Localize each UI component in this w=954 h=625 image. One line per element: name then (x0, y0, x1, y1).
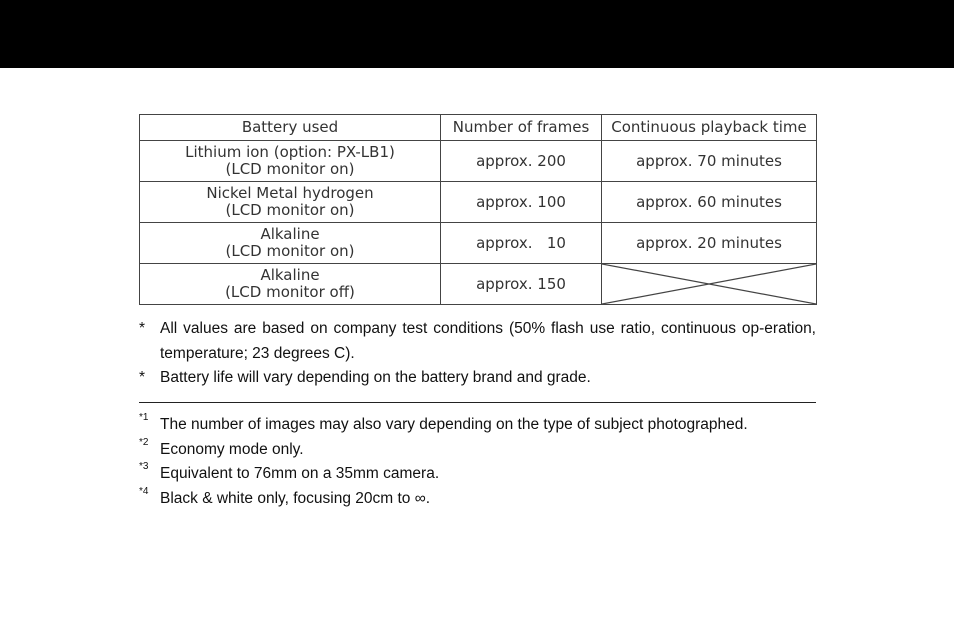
footnote-text: Black & white only, focusing 20cm to ∞. (160, 489, 431, 507)
footnote-text: The number of images may also vary depending on the type of subject photographed. (160, 416, 748, 433)
table-row (140, 182, 817, 223)
frames-cell: approx. 150 (441, 264, 602, 305)
footnote-item (139, 487, 816, 512)
divider (139, 402, 816, 403)
battery-type: Alkaline (260, 225, 320, 243)
header-continuous-playback-time: Continuous playback time (602, 115, 817, 141)
table-header-row (140, 115, 817, 141)
notes-list (139, 317, 816, 391)
footnote-item (139, 462, 816, 487)
table-row (140, 223, 817, 264)
frames-cell: approx. 200 (441, 141, 602, 182)
frames-cell (441, 223, 602, 264)
battery-condition: (LCD monitor on) (225, 242, 355, 260)
footnote-marker: *3 (139, 461, 149, 472)
playback-cell: approx. 70 minutes (602, 141, 817, 182)
battery-cell (140, 141, 441, 182)
footnote-marker: *2 (139, 436, 149, 448)
battery-cell (140, 264, 441, 305)
battery-cell (140, 182, 441, 223)
battery-condition: (LCD monitor on) (225, 201, 355, 219)
note-item (139, 317, 816, 366)
footnote-item (139, 438, 816, 463)
note-text: All values are based on company test conditions (50% flash use ratio, continuous op-eration, temperature; 23 degrees C). (160, 320, 816, 362)
battery-type: Alkaline (260, 266, 320, 284)
footnote-text: Equivalent to 76mm on a 35mm camera. (160, 465, 440, 482)
note-text: Battery life will vary depending on the battery brand and grade. (160, 369, 591, 386)
battery-life-table (139, 114, 817, 305)
table-row (140, 264, 817, 305)
playback-cell: approx. 20 minutes (602, 223, 817, 264)
top-black-bar (0, 0, 954, 68)
battery-type: Nickel Metal hydrogen (206, 184, 374, 202)
asterisk-mark: * (139, 369, 146, 386)
frames-cell: approx. 100 (441, 182, 602, 223)
not-applicable-cell (602, 264, 817, 305)
footnote-marker: *4 (139, 485, 149, 497)
battery-cell (140, 223, 441, 264)
footnote-text: Economy mode only. (160, 440, 304, 458)
footnote-item (139, 413, 816, 438)
header-number-of-frames: Number of frames (441, 115, 602, 141)
frames-value: approx. 10 (476, 233, 566, 252)
header-battery-used: Battery used (140, 115, 441, 141)
asterisk-mark: * (139, 320, 146, 337)
playback-cell: approx. 60 minutes (602, 182, 817, 223)
cross-out-mark (602, 264, 816, 304)
battery-condition: (LCD monitor off) (225, 283, 355, 301)
battery-type: Lithium ion (option: PX-LB1) (185, 143, 395, 161)
note-item (139, 366, 816, 391)
table-row (140, 141, 817, 182)
footnote-marker: *1 (139, 412, 149, 423)
battery-condition: (LCD monitor on) (225, 160, 355, 178)
footnotes-list (139, 413, 816, 511)
